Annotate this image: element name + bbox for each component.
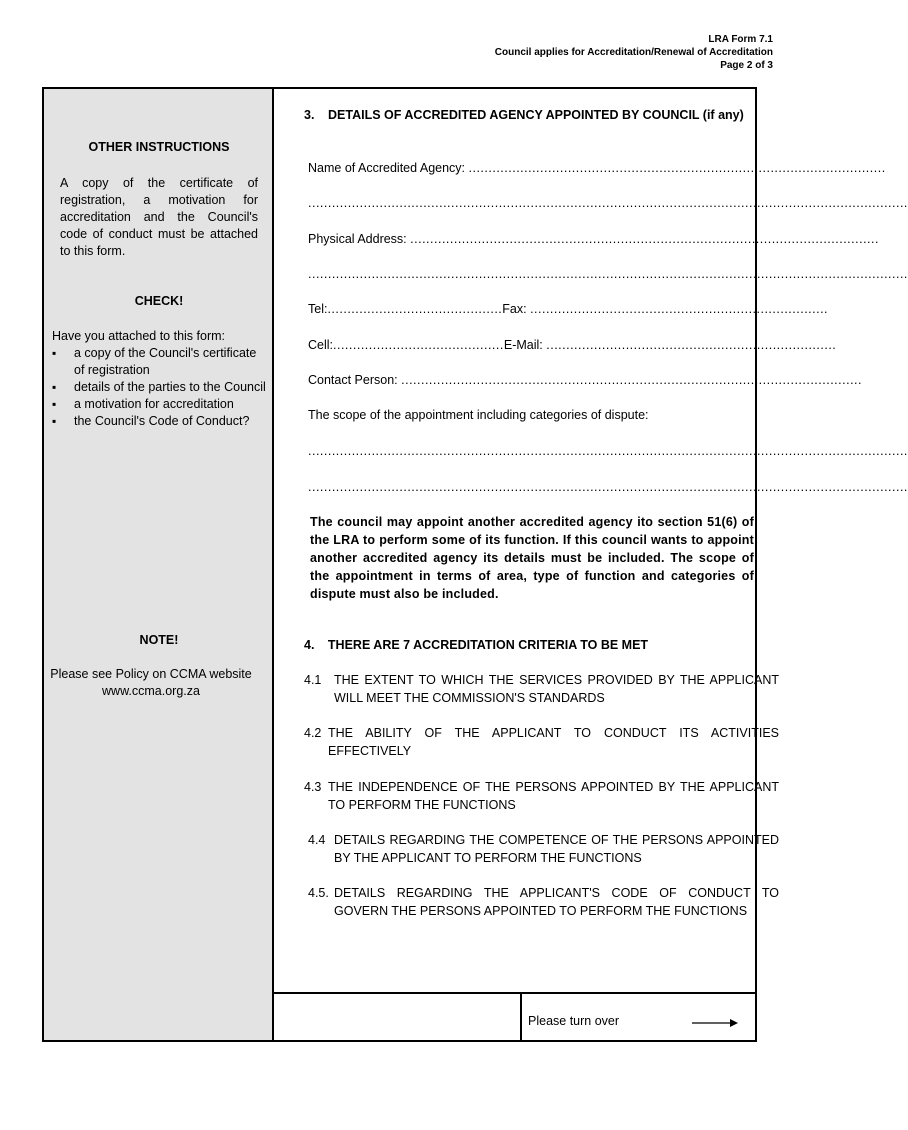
section-number: 3.	[304, 108, 315, 122]
check-intro: Have you attached to this form:	[52, 329, 226, 343]
form-number: LRA Form 7.1	[708, 34, 773, 45]
note-line: Please see Policy on CCMA website	[50, 667, 252, 681]
criterion-number: 4.1	[304, 673, 322, 687]
footer-divider	[520, 994, 522, 1040]
criterion-number: 4.2	[304, 726, 322, 740]
form-frame	[42, 87, 908, 1042]
check-list	[52, 345, 266, 430]
field-label: Physical Address:	[308, 232, 407, 246]
criterion-item	[304, 778, 779, 814]
section-4-heading	[304, 637, 749, 654]
field-label: Contact Person:	[308, 373, 398, 387]
section-title: DETAILS OF ACCREDITED AGENCY APPOINTED BY COUNCIL (if any)	[328, 108, 744, 122]
criterion-text: THE ABILITY OF THE APPLICANT TO CONDUCT ITS ACTIVITIES EFFECTIVELY	[328, 726, 779, 758]
physical-address-field[interactable]: Physical Address: ......................................................................................................................	[308, 232, 879, 246]
note-text	[44, 666, 258, 700]
scope-field-line2[interactable]: .......................................................................................................................................................	[308, 480, 908, 494]
section-number: 4.	[304, 638, 315, 652]
cell-label: Cell:	[308, 338, 334, 352]
instructions-column	[44, 89, 274, 1040]
cell-email-field[interactable]: Cell:...........................................E-Mail: .........................................................................	[308, 338, 837, 352]
criterion-item	[308, 884, 779, 920]
check-title: CHECK!	[134, 294, 184, 308]
scope-label: The scope of the appointment including categories of dispute:	[308, 408, 649, 422]
criterion-item	[304, 724, 779, 760]
field-label: Name of Accredited Agency:	[308, 161, 466, 175]
criterion-number: 4.4	[308, 833, 326, 847]
section-title: THERE ARE 7 ACCREDITATION CRITERIA TO BE MET	[327, 638, 649, 652]
physical-address-field-line2[interactable]: .......................................................................................................................................................	[308, 267, 908, 281]
footer-row	[274, 992, 755, 1040]
check-item: ▪ a motivation for accreditation	[52, 396, 266, 413]
criterion-item	[304, 671, 779, 707]
criterion-number: 4.3	[304, 780, 322, 794]
tel-fax-field[interactable]: Tel:............................................Fax: ...........................................................................	[308, 302, 829, 316]
other-instructions-title: OTHER INSTRUCTIONS	[88, 140, 230, 154]
contact-person-field[interactable]: Contact Person: ....................................................................................................................	[308, 373, 862, 387]
criterion-text: THE INDEPENDENCE OF THE PERSONS APPOINTED BY THE APPLICANT TO PERFORM THE FUNCTIONS	[328, 780, 779, 812]
criterion-item	[308, 831, 779, 867]
check-item: ▪ the Council's Code of Conduct?	[52, 413, 266, 430]
page-number: Page 2 of 3	[720, 60, 773, 71]
scope-field-line1[interactable]: .......................................................................................................................................................	[308, 444, 908, 458]
fax-label: Fax:	[502, 302, 527, 316]
instructions-text: A copy of the certificate of registration, a motivation for accreditation and the Council's code of conduct must be attached to this form.	[60, 176, 258, 258]
page-header	[495, 33, 773, 72]
section-3-heading	[304, 107, 754, 124]
website-link[interactable]: www.ccma.org.za	[102, 684, 200, 698]
agency-name-field[interactable]: Name of Accredited Agency: .........................................................................................................	[308, 161, 886, 175]
criterion-text: DETAILS REGARDING THE COMPETENCE OF THE PERSONS APPOINTED BY THE APPLICANT TO PERFORM THE FUNCTIONS	[334, 833, 779, 865]
tel-label: Tel:	[308, 302, 328, 316]
details-column	[274, 89, 908, 1040]
check-item: ▪ details of the parties to the Council	[52, 379, 266, 396]
criterion-text: THE EXTENT TO WHICH THE SERVICES PROVIDED BY THE APPLICANT WILL MEET THE COMMISSION'S STANDARDS	[334, 673, 779, 705]
criterion-number: 4.5.	[308, 886, 329, 900]
criterion-text: DETAILS REGARDING THE APPLICANT'S CODE OF CONDUCT TO GOVERN THE PERSONS APPOINTED TO PERFORM THE FUNCTIONS	[334, 886, 779, 918]
form-subtitle: Council applies for Accreditation/Renewal of Accreditation	[494, 47, 773, 58]
note-title: NOTE!	[139, 633, 179, 647]
email-label: E-Mail:	[503, 338, 543, 352]
section-3-note: The council may appoint another accredited agency ito section 51(6) of the LRA to perform some of its function. If this council wants to appoint another accredited agency its details must be included. The scope of the appointment in terms of area, type of function and categories of dispute must also be included.	[310, 515, 754, 601]
agency-name-field-line2[interactable]: .......................................................................................................................................................	[308, 196, 908, 210]
right-arrow-icon	[692, 1018, 738, 1028]
turn-over-text: Please turn over	[528, 1014, 620, 1028]
check-item: ▪ a copy of the Council's certificate of registration	[52, 345, 266, 379]
